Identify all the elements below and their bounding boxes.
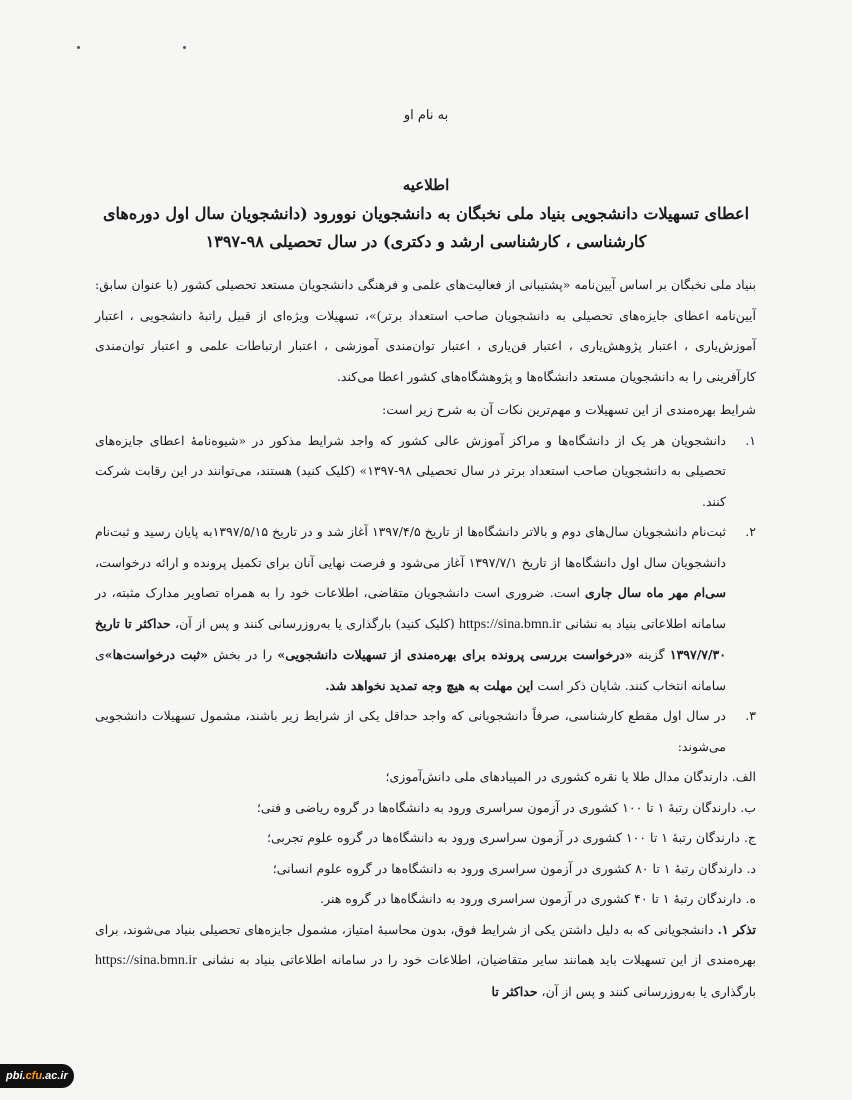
text-run: است. ضروری است دانشجویان متقاضی، اطلاعات خود را به همراه تصاویر مدارک مثبته، در سامانه اطلاعاتی بنیاد به نشانی <box>95 585 726 631</box>
text-run: ثبت‌نام دانشجویان سال‌های دوم و بالاتر دانشگاه‌ها از تاریخ ۱۳۹۷/۴/۵ آغاز شد و در تاریخ ۱۳۹۷/۵/۱۵به پایان رسید و ثبت‌نام دانشجویان سال اول دانشگاه‌ها از تاریخ ۱۳۹۷/۷/۱ آغاز می‌شود و فرصت نهایی آنان برای تکمیل پرونده و ارائه درخواست، <box>95 524 726 570</box>
note-label: تذکر ۱. <box>717 921 756 937</box>
item-number: ۲. <box>745 524 756 539</box>
deadline-text: حداکثر تا <box>491 983 538 999</box>
sub-item-jim: ج. دارندگان رتبهٔ ۱ تا ۱۰۰ کشوری در آزمون سراسری ورود به دانشگاه‌ها در گروه علوم تجربی؛ <box>267 830 756 845</box>
sub-item-alef: الف. دارندگان مدال طلا یا نقره کشوری در المپیادهای ملی دانش‌آموزی؛ <box>385 769 756 784</box>
scan-dot <box>183 46 186 49</box>
subtitle-line-1: اعطای تسهیلات دانشجویی بنیاد ملی نخبگان به دانشجویان نوورود (دانشجویان سال اول دوره‌های <box>102 204 750 223</box>
watermark-suffix: .ac.ir <box>42 1070 68 1082</box>
item-text <box>95 517 726 701</box>
text-run: را در بخش <box>213 647 273 662</box>
text-run: بارگذاری یا به‌روزرسانی کنند و پس از آن، <box>541 983 756 999</box>
section-name: «ثبت درخواست‌ها» <box>104 647 208 662</box>
item-number: ۱. <box>745 432 756 448</box>
item-text: در سال اول مقطع کارشناسی، صرفاً دانشجویانی که واجد حداقل یکی از شرایط زیر باشند، مشمول تسهیلات دانشجویی می‌شوند: <box>95 708 726 754</box>
portal-link[interactable]: https://sina.bmn.ir <box>458 616 561 632</box>
title-block <box>40 176 812 256</box>
list-item-3 <box>95 701 756 762</box>
deadline-date: حداکثر تا تاریخ ۱۳۹۷/۷/۳۰ <box>95 615 726 662</box>
watermark-prefix: pbi. <box>6 1070 26 1082</box>
no-extension-note: این مهلت به هیچ وجه تمدید نخواهد شد. <box>325 677 534 693</box>
page-title: اطلاعیه <box>402 176 450 194</box>
sub-item-dal: د. دارندگان رتبهٔ ۱ تا ۸۰ کشوری در آزمون سراسری ورود به دانشگاه‌ها در گروه علوم انسانی؛ <box>272 860 756 876</box>
text-run: (کلیک کنید) بارگذاری یا به‌روزرسانی کنند و پس از آن، <box>175 615 455 631</box>
conditions-lead: شرایط بهره‌مندی از این تسهیلات و مهم‌ترین نکات آن به شرح زیر است: <box>382 402 756 417</box>
text-run: دانشجویانی که به دلیل داشتن یکی از شرایط فوق، بدون محاسبهٔ امتیاز، مشمول جایزه‌های تحصیلی بنیاد می‌شوند، برای بهره‌مندی از این تسهیلات باید همانند سایر متقاضیان، اطلاعات خود را در سامانه اطلاعاتی بنیاد به نشانی <box>95 921 756 967</box>
sub-item-he: ه. دارندگان رتبهٔ ۱ تا ۴۰ کشوری در آزمون سراسری ورود به دانشگاه‌ها در گروه هنر. <box>320 891 756 906</box>
item-text: دانشجویان هر یک از دانشگاه‌ها و مراکز آموزش عالی کشور که واجد شرایط مذکور در «شیوه‌نامهٔ اعطای جایزه‌های تحصیلی به دانشجویان صاحب استعداد برتر در سال تحصیلی ۹۸-۱۳۹۷» (کلیک کنید) هستند، می‌توانند در این رقابت شرکت کنند. <box>95 432 726 509</box>
site-watermark-logo <box>0 1064 74 1088</box>
deadline-text: سی‌ام مهر ماه سال جاری <box>585 585 727 600</box>
basmala: به نام او <box>403 108 449 123</box>
text-run: گزینه <box>637 647 665 662</box>
subtitle-line-2: کارشناسی ، کارشناسی ارشد و دکتری) در سال تحصیلی ۹۸-۱۳۹۷ <box>205 232 647 251</box>
sub-item-be: ب. دارندگان رتبهٔ ۱ تا ۱۰۰ کشوری در آزمون سراسری ورود به دانشگاه‌ها در گروه ریاضی و فنی؛ <box>256 799 756 815</box>
note-1 <box>95 915 756 1008</box>
list-item-2 <box>95 517 756 701</box>
watermark-accent: cfu <box>25 1070 43 1082</box>
portal-link[interactable]: https://sina.bmn.ir <box>95 953 197 968</box>
item-number: ۳. <box>745 708 756 723</box>
scan-dot <box>77 46 80 49</box>
intro-paragraph: بنیاد ملی نخبگان بر اساس آیین‌نامه «پشتیبانی از فعالیت‌های علمی و فرهنگی دانشجویان مستعد تحصیلی کشور (با عنوان سابق: آیین‌نامه اعطای جایزه‌های تحصیلی به دانشجویان صاحب استعداد برتر)»، تسهیلات ویژه‌ای از قبیل راتبهٔ دانشجویی ، اعتبار آموزش‌یاری ، اعتبار پژوهش‌یاری ، اعتبار فن‌یاری ، اعتبار توان‌مندی آموزشی ، اعتبار ارتباطات علمی و اعتبار توان‌مندی کارآفرینی را به دانشجویان مستعد دانشگاه‌ها و پژوهشگاه‌های کشور اعطا می‌کند. <box>95 277 756 384</box>
document-body <box>95 270 756 1007</box>
option-name: «درخواست بررسی پرونده برای بهره‌مندی از تسهیلات دانشجویی» <box>277 647 633 662</box>
list-item-1 <box>95 426 756 518</box>
text-run: ی سامانه انتخاب کنند. شایان ذکر است <box>95 647 726 693</box>
